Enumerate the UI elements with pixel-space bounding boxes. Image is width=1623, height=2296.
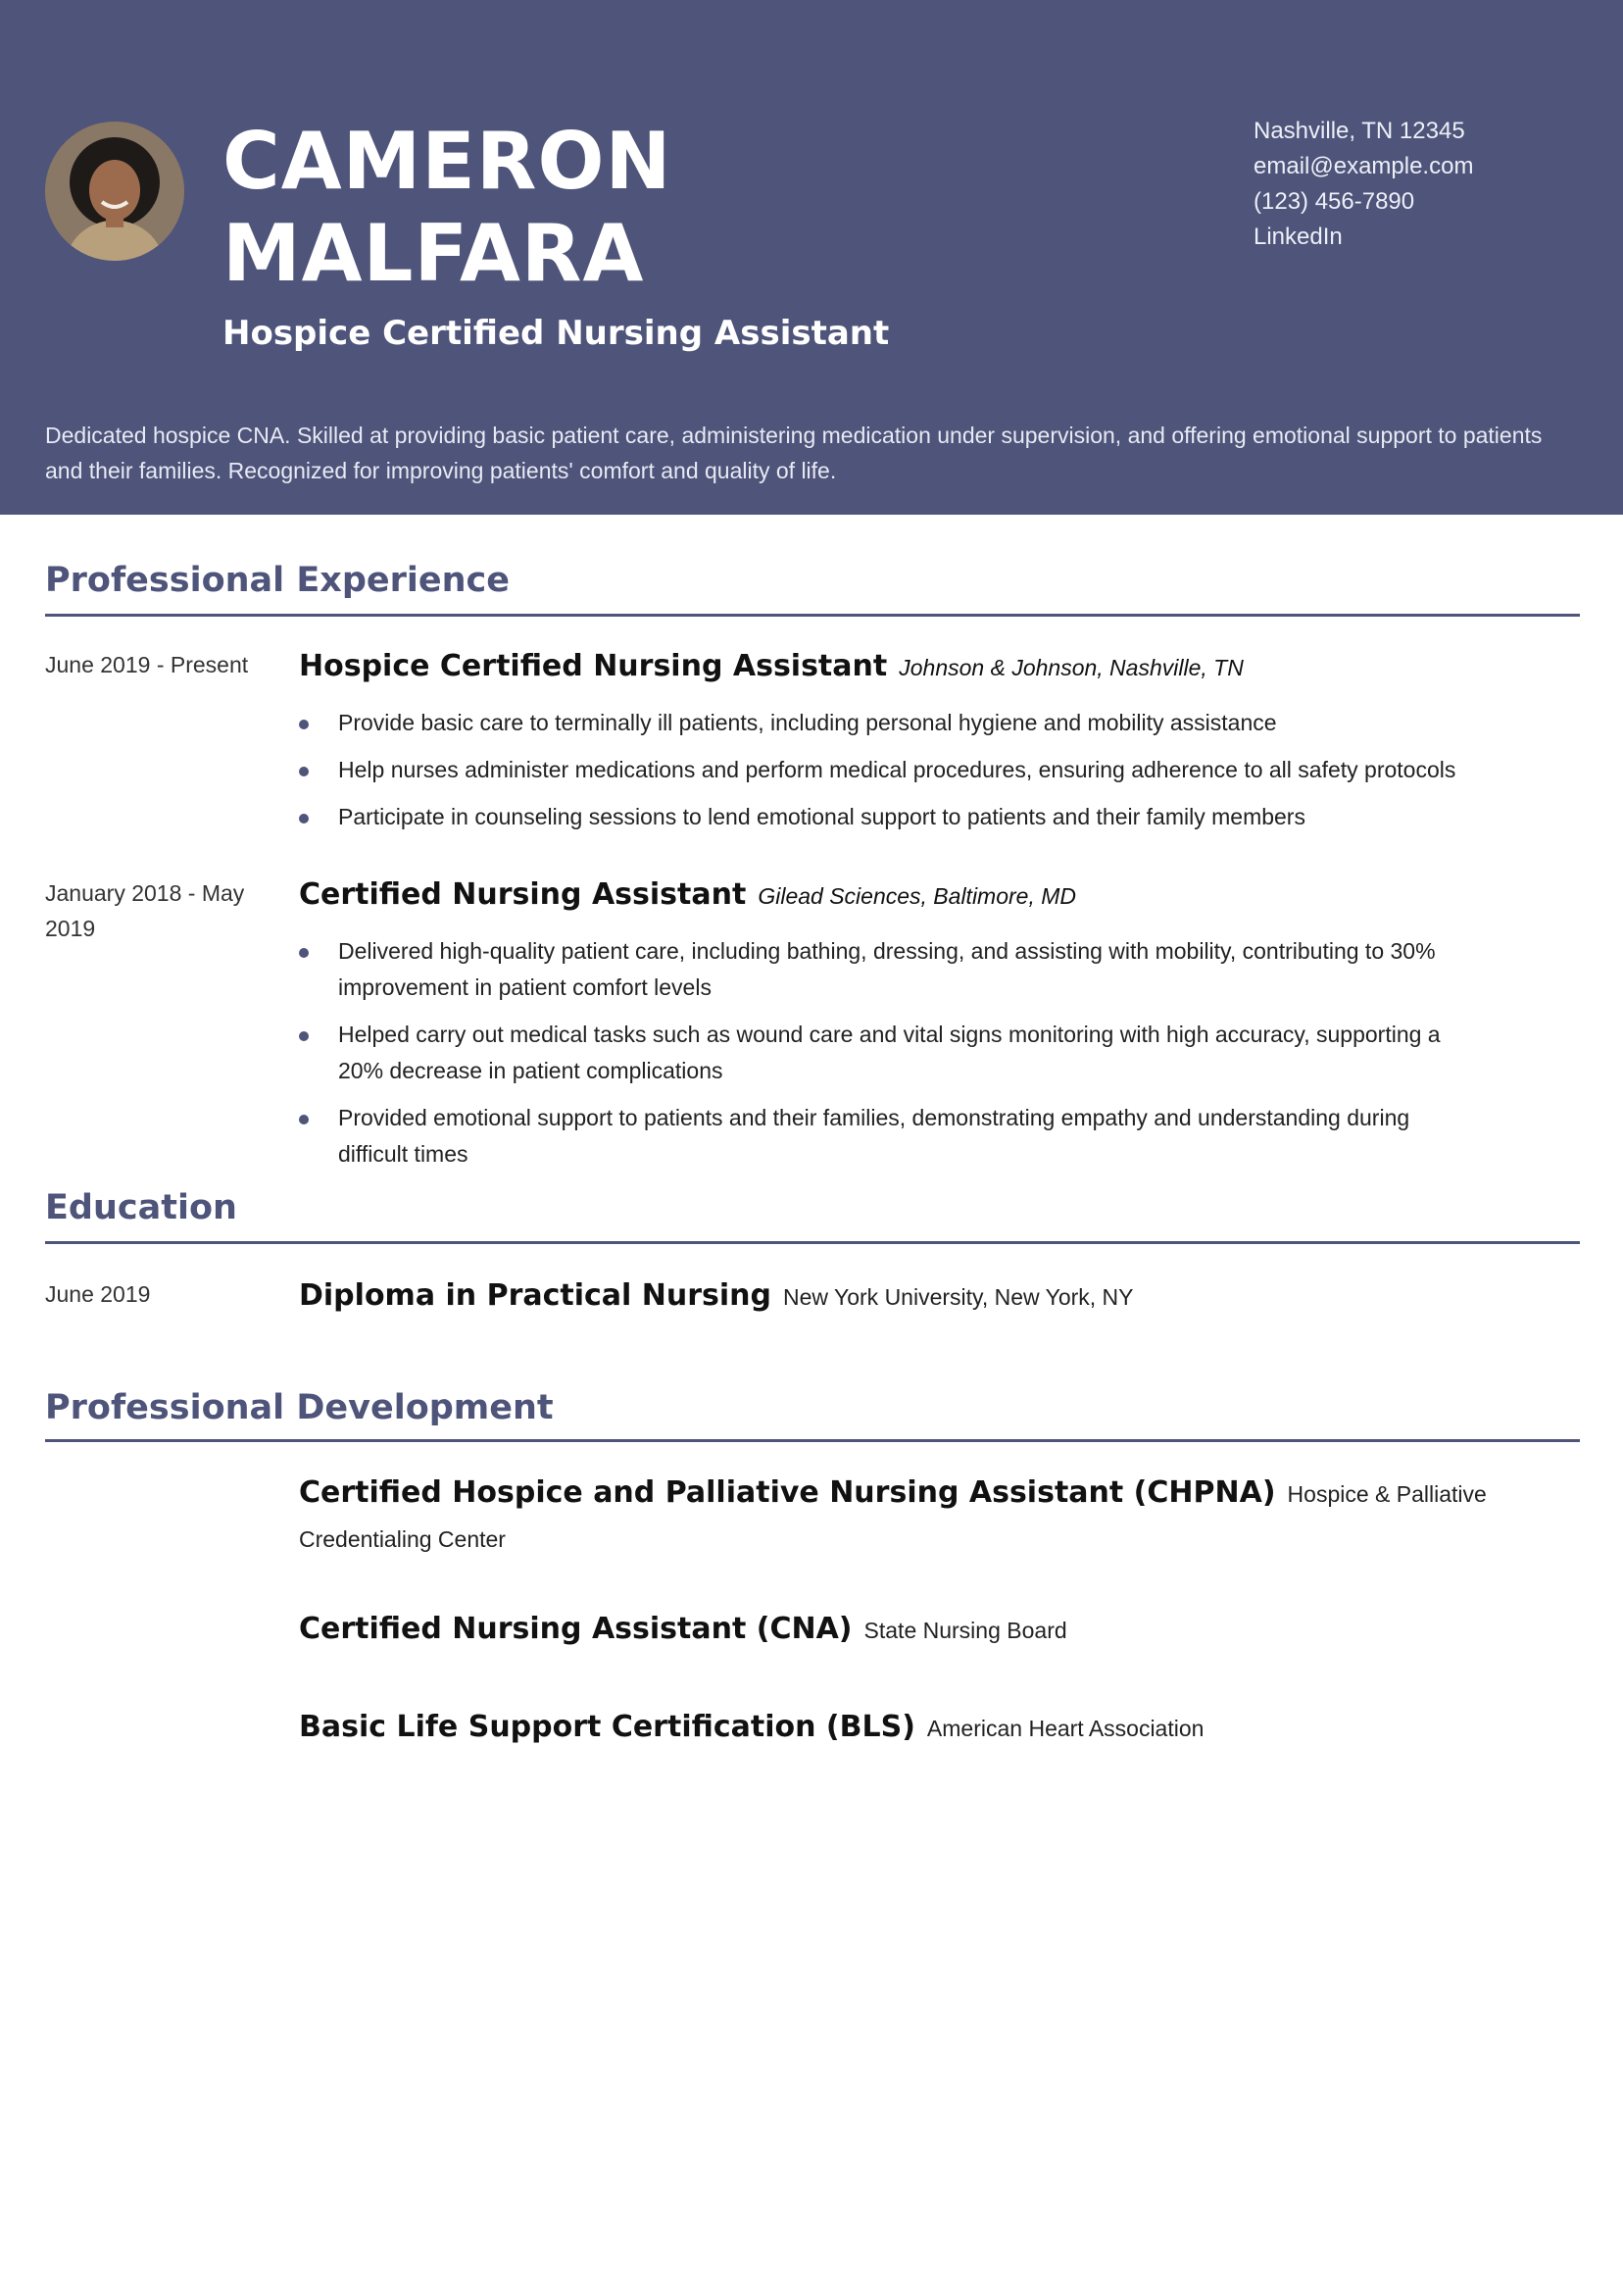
certification-entry (299, 1472, 1524, 1564)
list-item (299, 705, 1573, 741)
education-date: June 2019 (45, 1281, 151, 1307)
job-date: January 2018 - May 2019 (45, 880, 245, 941)
bullet-text: Participate in counseling sessions to lend emotional support to patients and their family members (338, 804, 1305, 829)
certification-issuer: American Heart Association (926, 1716, 1205, 1741)
contact-linkedin[interactable]: LinkedIn (1254, 224, 1343, 250)
list-item (299, 1100, 1446, 1173)
certification-name: Certified Hospice and Palliative Nursing Assistant (CHPNA) (299, 1475, 1276, 1510)
profile-photo (45, 122, 184, 261)
bullet-text: Help nurses administer medications and perform medical procedures, ensuring adherence to all safety protocols (338, 757, 1456, 782)
contact-email[interactable]: email@example.com (1254, 153, 1474, 179)
section-title-development: Professional Development (45, 1388, 554, 1427)
contact-info (1254, 114, 1473, 255)
section-title-experience: Professional Experience (45, 561, 511, 600)
certification-entry (299, 1707, 1524, 1753)
job-employer: Gilead Sciences, Baltimore, MD (758, 883, 1077, 909)
avatar-icon (45, 122, 184, 261)
list-item (299, 1017, 1446, 1089)
section-divider (45, 1241, 1580, 1244)
certification-issuer: Hospice & Palliative Credentialing Center (299, 1481, 1487, 1552)
certification-name: Basic Life Support Certification (BLS) (299, 1710, 915, 1744)
certification-entry (299, 1609, 1524, 1655)
bullet-text: Provided emotional support to patients and their families, demonstrating empathy and understanding during difficult times (338, 1105, 1410, 1167)
last-name: MALFARA (222, 208, 645, 299)
job-bullets (299, 933, 1446, 1173)
job-bullets (299, 705, 1573, 835)
bullet-icon (299, 767, 309, 776)
contact-location: Nashville, TN 12345 (1254, 118, 1465, 144)
candidate-name (222, 116, 671, 300)
school-name: New York University, New York, NY (783, 1284, 1134, 1310)
first-name: CAMERON (222, 116, 672, 207)
job-title-heading: Hospice Certified Nursing Assistant (299, 649, 888, 683)
bullet-text: Provide basic care to terminally ill patients, including personal hygiene and mobility assistance (338, 710, 1277, 735)
section-title-education: Education (45, 1188, 237, 1227)
list-item (299, 933, 1446, 1006)
list-item (299, 752, 1573, 788)
certification-name: Certified Nursing Assistant (CNA) (299, 1612, 853, 1646)
section-divider (45, 614, 1580, 617)
degree-heading: Diploma in Practical Nursing (299, 1278, 772, 1313)
bullet-text: Delivered high-quality patient care, including bathing, dressing, and assisting with mobility, contributing to 30% improvement in patient comfort levels (338, 938, 1436, 1000)
section-divider (45, 1439, 1580, 1442)
bullet-icon (299, 720, 309, 729)
job-title-heading: Certified Nursing Assistant (299, 877, 747, 912)
bullet-icon (299, 948, 309, 958)
bullet-text: Helped carry out medical tasks such as wound care and vital signs monitoring with high accuracy, supporting a 20% decrease in patient complications (338, 1022, 1441, 1083)
contact-phone: (123) 456-7890 (1254, 188, 1415, 215)
job-employer: Johnson & Johnson, Nashville, TN (899, 655, 1244, 680)
list-item (299, 799, 1573, 835)
bullet-icon (299, 1115, 309, 1124)
bullet-icon (299, 814, 309, 824)
certification-issuer: State Nursing Board (863, 1618, 1067, 1643)
job-title: Hospice Certified Nursing Assistant (222, 314, 890, 353)
resume-header (0, 0, 1623, 515)
bullet-icon (299, 1031, 309, 1041)
profile-summary: Dedicated hospice CNA. Skilled at providing basic patient care, administering medication under supervision, and offering emotional support to patients and their families. Recognized for improving patients' comfort and quality of life. (45, 423, 1543, 483)
job-date: June 2019 - Present (45, 652, 249, 677)
